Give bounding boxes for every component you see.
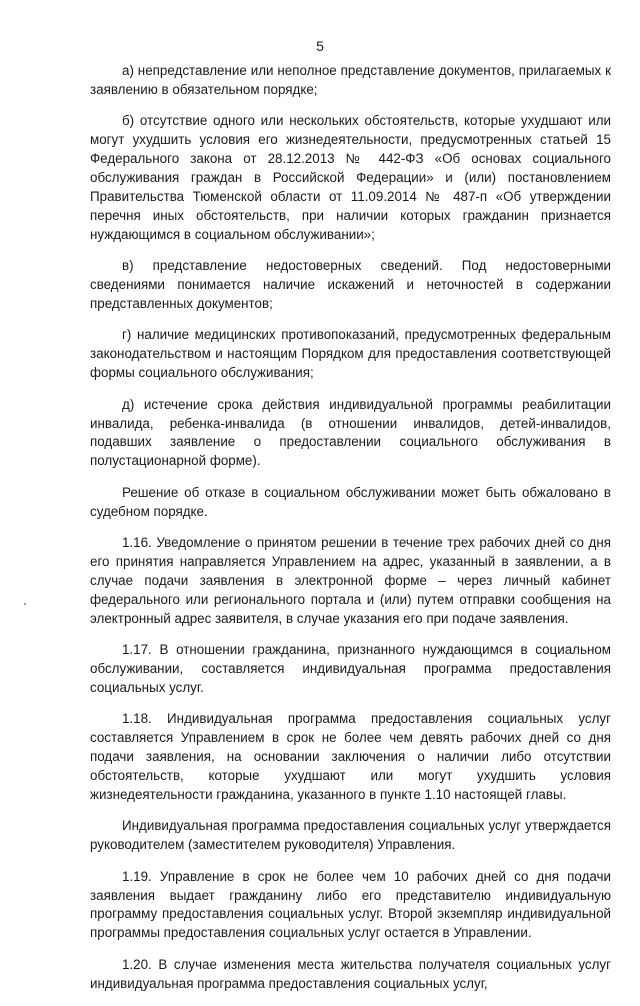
paragraph-refusal-reason-d: д) истечение срока действия индивидуальной программы реабилитации инвалида, ребенка-инвалида (в отношении инвалидов, детей-инвалидов, подавших заявление о предоставлении социального обслуживания в полустационарной форме). [90, 396, 611, 469]
paragraph-approval-note: Индивидуальная программа предоставления социальных услуг утверждается руководителем (заместителем руководителя) Управления. [90, 818, 611, 853]
paragraph-1-20: 1.20. В случае изменения места жительства получателя социальных услуг индивидуальная программа предоставления социальных услуг, [90, 956, 611, 991]
paragraph-refusal-reason-b: б) отсутствие одного или нескольких обстоятельств, которые ухудшают или могут ухудшить условия его жизнедеятельности, предусмотренных статьей 15 Федерального закона от 28.12.2013 № 442-ФЗ «Об основах социального обслуживания граждан в Российской Федерации» и (или) постановлением Правительства Тюменской области от 11.09.2014 № 487-п «Об утверждении перечня иных обстоятельств, при наличии которых гражданин признается нуждающимся в социальном обслуживании»; [90, 113, 611, 242]
paragraph-1-18: 1.18. Индивидуальная программа предоставления социальных услуг составляется Управлением в срок не более чем девять рабочих дней со дня подачи заявления, на основании заключения о наличии либо отсутствии обстоятельств, которые ухудшают или могут ухудшить условия жизнедеятельности гражданина, указанного в пункте 1.10 настоящей главы. [90, 711, 611, 802]
paragraph-1-17: 1.17. В отношении гражданина, признанного нуждающимся в социальном обслуживании, составляется индивидуальная программа предоставления социальных услуг. [90, 642, 611, 695]
scan-speck [24, 603, 26, 605]
paragraph-refusal-reason-v: в) представление недостоверных сведений. Под недостоверными сведениями понимается наличие искажений и неточностей в содержании представленных документов; [90, 258, 611, 311]
page-number: 5 [316, 38, 324, 54]
paragraph-refusal-reason-a: а) непредставление или неполное представление документов, прилагаемых к заявлению в обязательном порядке; [90, 63, 611, 97]
paragraph-refusal-reason-g: г) наличие медицинских противопоказаний, предусмотренных федеральным законодательством и настоящим Порядком для предоставления соответствующей формы социального обслуживания; [90, 327, 611, 381]
paragraph-1-16: 1.16. Уведомление о принятом решении в течение трех рабочих дней со дня его принятия направляется Управлением на адрес, указанный в заявлении, а в случае подачи заявления в электронной форме – через личный кабинет федерального или регионального портала и (или) путем отправки сообщения на электронный адрес заявителя, в случае указания его при подаче заявления. [90, 535, 611, 626]
paragraph-1-19: 1.19. Управление в срок не более чем 10 рабочих дней со дня подачи заявления выдает гражданину либо его представителю индивидуальную программу предоставления социальных услуг. Второй экземпляр индивидуальной программы предоставления социальных услуг остается в Управлении. [90, 868, 611, 941]
paragraph-appeal-note: Решение об отказе в социальном обслуживании может быть обжаловано в судебном порядке. [90, 484, 611, 519]
document-body [90, 62, 611, 1006]
